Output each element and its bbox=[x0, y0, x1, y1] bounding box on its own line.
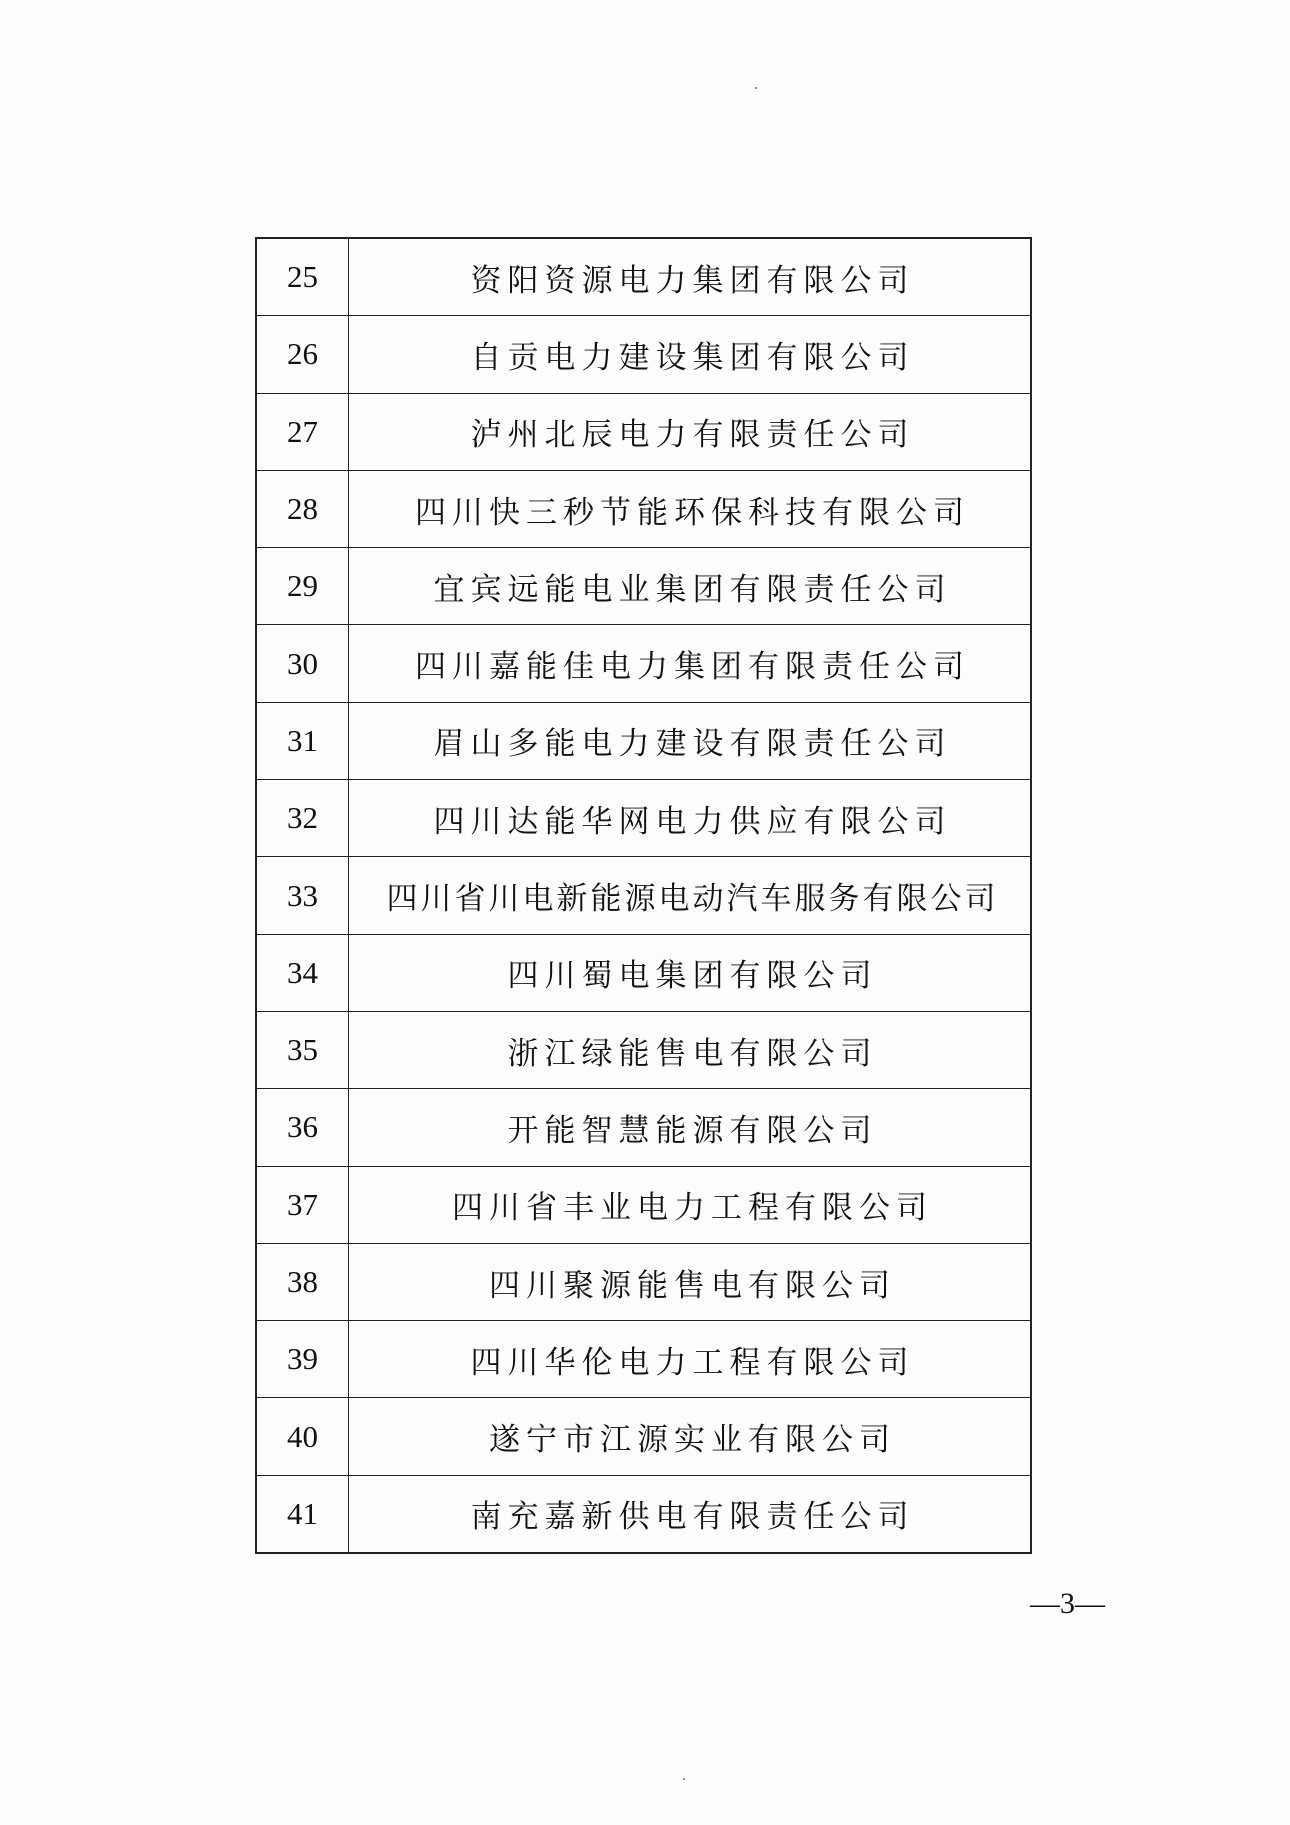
company-name: 泸州北辰电力有限责任公司 bbox=[349, 393, 1031, 470]
company-table bbox=[255, 237, 1032, 1554]
row-number: 35 bbox=[257, 1011, 349, 1088]
company-name: 资阳资源电力集团有限公司 bbox=[349, 239, 1031, 316]
table-row bbox=[257, 934, 1030, 1011]
company-name: 四川华伦电力工程有限公司 bbox=[349, 1321, 1031, 1398]
company-name: 开能智慧能源有限公司 bbox=[349, 1089, 1031, 1166]
company-table-grid bbox=[257, 239, 1030, 1552]
row-number: 33 bbox=[257, 857, 349, 934]
row-number: 30 bbox=[257, 625, 349, 702]
company-name: 四川达能华网电力供应有限公司 bbox=[349, 780, 1031, 857]
scan-speck bbox=[683, 1778, 685, 1780]
row-number: 38 bbox=[257, 1243, 349, 1320]
row-number: 31 bbox=[257, 702, 349, 779]
company-name: 浙江绿能售电有限公司 bbox=[349, 1011, 1031, 1088]
company-name: 自贡电力建设集团有限公司 bbox=[349, 316, 1031, 393]
company-name: 四川快三秒节能环保科技有限公司 bbox=[349, 470, 1031, 547]
row-number: 40 bbox=[257, 1398, 349, 1475]
company-name: 眉山多能电力建设有限责任公司 bbox=[349, 702, 1031, 779]
row-number: 36 bbox=[257, 1089, 349, 1166]
table-row bbox=[257, 1475, 1030, 1552]
page-number: —3— bbox=[1030, 1587, 1105, 1620]
company-name: 四川省丰业电力工程有限公司 bbox=[349, 1166, 1031, 1243]
company-name: 南充嘉新供电有限责任公司 bbox=[349, 1475, 1031, 1552]
table-row bbox=[257, 239, 1030, 316]
scan-speck bbox=[755, 87, 757, 89]
row-number: 25 bbox=[257, 239, 349, 316]
table-row bbox=[257, 1089, 1030, 1166]
company-name: 四川蜀电集团有限公司 bbox=[349, 934, 1031, 1011]
table-row bbox=[257, 1398, 1030, 1475]
table-row bbox=[257, 625, 1030, 702]
row-number: 37 bbox=[257, 1166, 349, 1243]
row-number: 29 bbox=[257, 548, 349, 625]
table-row bbox=[257, 857, 1030, 934]
table-row bbox=[257, 393, 1030, 470]
company-name: 遂宁市江源实业有限公司 bbox=[349, 1398, 1031, 1475]
table-row bbox=[257, 548, 1030, 625]
company-name: 四川聚源能售电有限公司 bbox=[349, 1243, 1031, 1320]
table-row bbox=[257, 1166, 1030, 1243]
company-name: 宜宾远能电业集团有限责任公司 bbox=[349, 548, 1031, 625]
row-number: 32 bbox=[257, 780, 349, 857]
table-row bbox=[257, 470, 1030, 547]
table-row bbox=[257, 1011, 1030, 1088]
company-name: 四川省川电新能源电动汽车服务有限公司 bbox=[349, 857, 1031, 934]
table-row bbox=[257, 1243, 1030, 1320]
table-row bbox=[257, 702, 1030, 779]
row-number: 28 bbox=[257, 470, 349, 547]
company-name: 四川嘉能佳电力集团有限责任公司 bbox=[349, 625, 1031, 702]
table-row bbox=[257, 780, 1030, 857]
row-number: 26 bbox=[257, 316, 349, 393]
row-number: 41 bbox=[257, 1475, 349, 1552]
row-number: 27 bbox=[257, 393, 349, 470]
row-number: 39 bbox=[257, 1321, 349, 1398]
row-number: 34 bbox=[257, 934, 349, 1011]
table-row bbox=[257, 1321, 1030, 1398]
table-row bbox=[257, 316, 1030, 393]
